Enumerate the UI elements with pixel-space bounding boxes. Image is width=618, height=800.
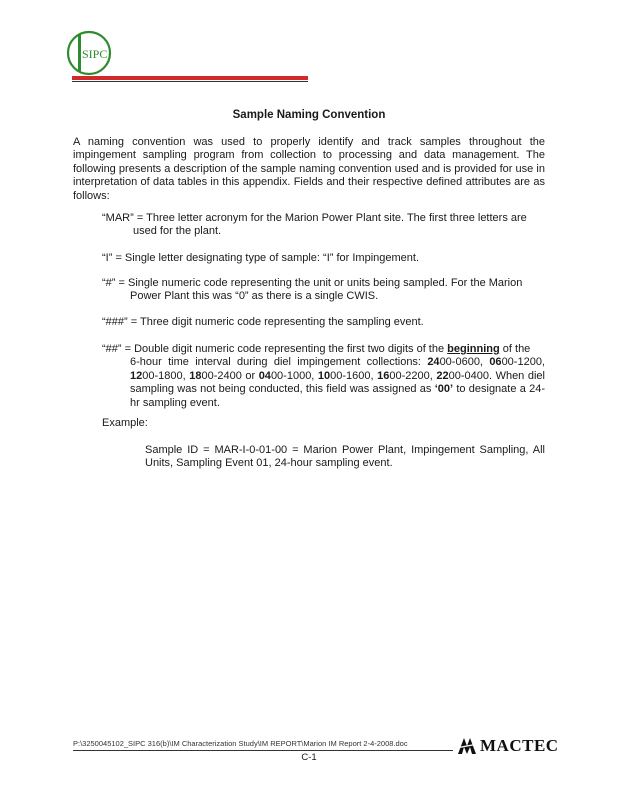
field-event: “###” = Three digit numeric code representing the sampling event. [102, 316, 424, 328]
logo-text: SIPC [82, 47, 108, 61]
mactec-mark-icon [456, 736, 478, 756]
page-number: C-1 [301, 752, 317, 763]
header-red-rule [72, 76, 308, 80]
mactec-logo [456, 735, 559, 757]
field-i: “I” = Single letter designating type of sample: “I” for Impingement. [102, 252, 420, 264]
field-interval: “##” = Double digit numeric code representing the first two digits of the beginning of the 6-hour time interval during diel impingement collections: 2400-0600, 0600-1200, 1200-1800, 1800-2400 or 0400-1000, 1000-1600, 1600-2200, 2200-0400. When diel sampling was not being conducted, this field was assigned as ‘00’ to designate a 24-hr sampling event. [102, 343, 545, 409]
footer-file-path: P:\3250045102_SIPC 316(b)\IM Characterization Study\IM REPORT\Marion IM Report 2-4-2008.doc [73, 739, 408, 748]
mactec-wordmark: MACTEC [480, 736, 559, 755]
example-label: Example: [102, 417, 148, 429]
header-black-rule [72, 81, 308, 82]
sipc-logo [66, 30, 112, 76]
field-mar: “MAR” = Three letter acronym for the Marion Power Plant site. The first three letters are used for the plant. [102, 212, 527, 238]
page-title: Sample Naming Convention [232, 109, 386, 121]
beginning-emphasis: beginning [447, 343, 500, 355]
footer-rule [73, 750, 453, 751]
intro-paragraph: A naming convention was used to properly identify and track samples throughout the impingement sampling program from collection to processing and data management. The following presents a description of the sample naming convention used and is provided for use in interpretation of data tables in this appendix. Fields and their respective defined attributes are as follows: [73, 136, 545, 202]
example-body: Sample ID = MAR-I-0-01-00 = Marion Power Plant, Impingement Sampling, All Units, Sampling Event 01, 24-hour sampling event. [145, 444, 545, 470]
field-unit: “#” = Single numeric code representing the unit or units being sampled. For the Marion Power Plant this was “0” as there is a single CWIS. [102, 277, 523, 303]
